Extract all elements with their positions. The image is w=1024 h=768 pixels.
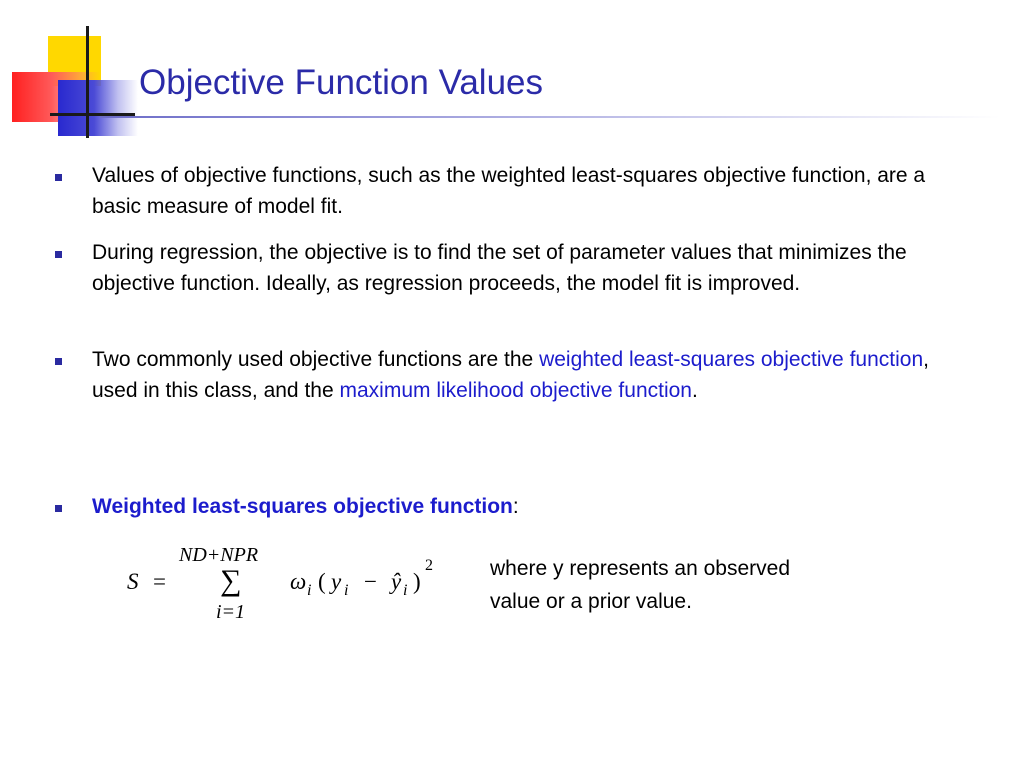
- bullet-marker: [55, 174, 62, 181]
- bullet-text-segment: :: [512, 495, 519, 518]
- equation-note-line: value or a prior value.: [490, 590, 692, 613]
- simulated-index: i: [403, 582, 408, 599]
- sum-lower-limit: i=1: [216, 601, 246, 623]
- equation-note: [490, 552, 890, 618]
- logo-blue-square: [58, 80, 138, 136]
- bullet-item: [92, 237, 962, 299]
- title-underline: [100, 116, 1000, 118]
- bullet-text-segment: .: [691, 379, 698, 402]
- bullet-text-segment: During regression, the objective is to find the set of parameter values that minimizes the objective function. Ideally, as regression proceeds, the model fit is improved.: [92, 241, 907, 295]
- equation-exponent: 2: [425, 557, 433, 574]
- equation-lhs: S: [127, 569, 139, 594]
- weighted-least-squares-equation: [110, 538, 450, 628]
- slide-logo-graphic: [0, 0, 140, 145]
- logo-vertical-line: [86, 26, 89, 138]
- bullet-text-segment: Values of objective functions, such as the weighted least-squares objective function, are a basic measure of model fit.: [92, 164, 926, 218]
- bullet-marker: [55, 505, 62, 512]
- equation-open-paren: (: [318, 569, 326, 594]
- bullet-marker: [55, 251, 62, 258]
- simulated-symbol: ŷ: [391, 569, 402, 594]
- highlighted-term: maximum likelihood objective function: [339, 379, 692, 402]
- bullet-text-segment: Two commonly used objective functions are the: [92, 348, 540, 371]
- sum-symbol: ∑: [220, 564, 242, 597]
- equation-note-line: where y represents an observed: [490, 557, 790, 580]
- bullet-marker: [55, 358, 62, 365]
- bullet-item: [92, 344, 962, 406]
- weight-symbol: ω: [290, 569, 307, 594]
- bullet-item: [92, 491, 962, 522]
- equation-equals: =: [153, 569, 166, 594]
- observed-symbol: y: [331, 569, 342, 594]
- equation-close-paren: ): [413, 569, 421, 594]
- highlighted-heading: Weighted least-squares objective function: [92, 495, 513, 518]
- highlighted-term: weighted least-squares objective function: [539, 348, 924, 371]
- slide-title: Objective Function Values: [139, 63, 544, 102]
- observed-index: i: [344, 582, 349, 599]
- equation-minus: −: [364, 569, 377, 594]
- sum-upper-limit: ND+NPR: [179, 544, 259, 566]
- bullet-text-segment: , used in this class, and the: [92, 348, 929, 402]
- weight-index: i: [307, 582, 312, 599]
- bullet-item: [92, 160, 962, 222]
